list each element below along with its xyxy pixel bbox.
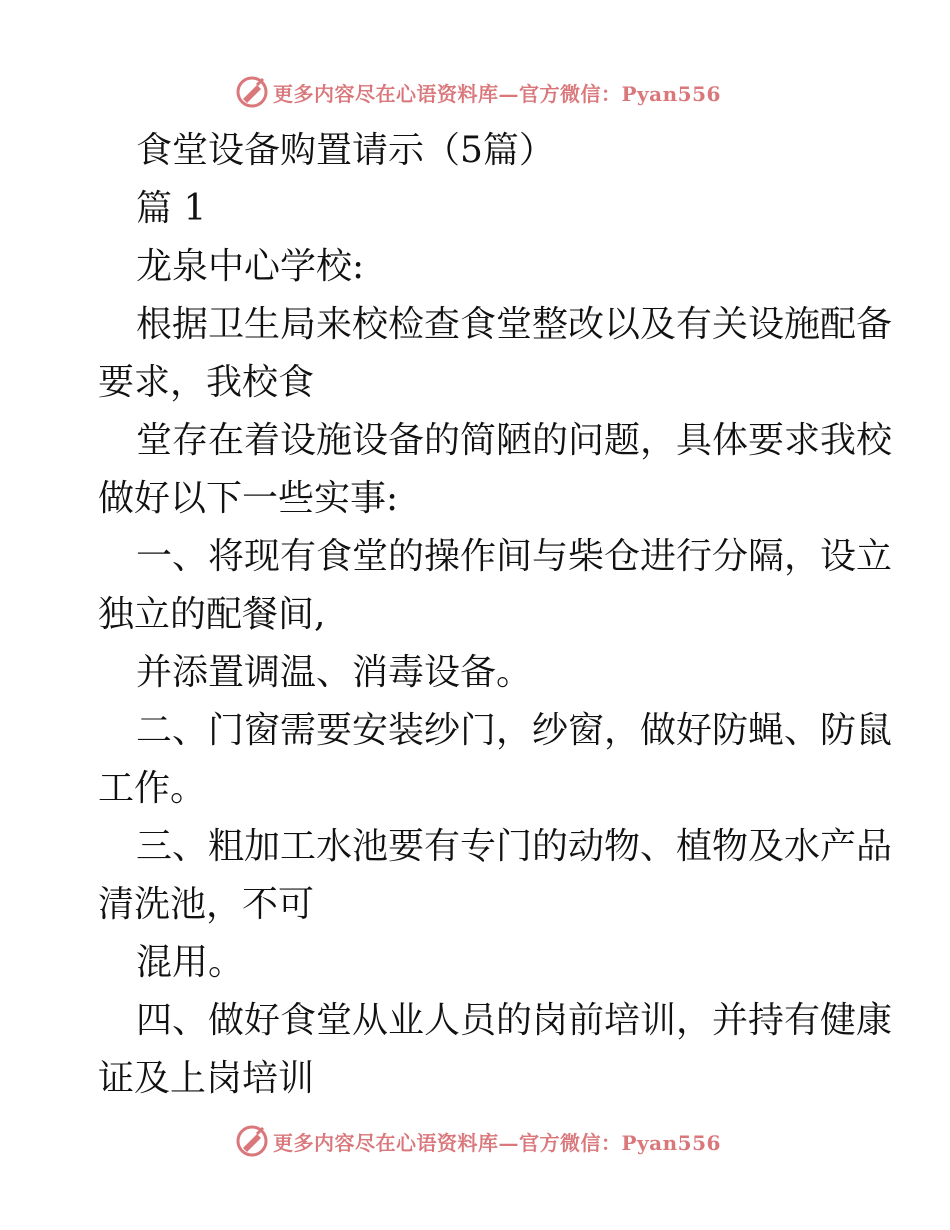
brand-logo-icon [235,1124,269,1158]
body-line: 证及上岗培训 [98,1058,315,1099]
body-line: 做好以下一些实事: [98,478,399,519]
body-line: 三、粗加工水池要有专门的动物、植物及水产品 [136,826,893,867]
body-line: 并添置调温、消毒设备。 [136,652,533,693]
body-line: 一、将现有食堂的操作间与柴仓进行分隔，设立 [136,536,893,577]
brand-logo-icon [235,75,269,109]
body-line: 要求，我校食 [98,362,315,403]
body-line: 根据卫生局来校检查食堂整改以及有关设施配备 [136,304,893,345]
document-title: 食堂设备购置请示（5篇） [136,130,555,171]
body-line: 四、做好食堂从业人员的岗前培训，并持有健康 [136,1000,893,1041]
body-line: 堂存在着设施设备的简陋的问题，具体要求我校 [136,420,893,461]
body-line: 混用。 [136,942,245,983]
header-watermark [235,72,721,112]
body-line: 工作。 [98,768,207,809]
watermark-text: 更多内容尽在心语资料库—官方微信：Pyan556 [273,1130,721,1155]
body-line: 二、门窗需要安装纱门，纱窗，做好防蝇、防鼠 [136,710,893,751]
body-line: 独立的配餐间, [98,594,326,635]
body-line: 清洗池，不可 [98,884,315,925]
recipient-line: 龙泉中心学校: [136,246,365,287]
footer-watermark [235,1121,721,1161]
watermark-text: 更多内容尽在心语资料库—官方微信：Pyan556 [273,81,721,106]
section-heading: 篇 1 [136,188,207,229]
document-body [98,122,893,1108]
